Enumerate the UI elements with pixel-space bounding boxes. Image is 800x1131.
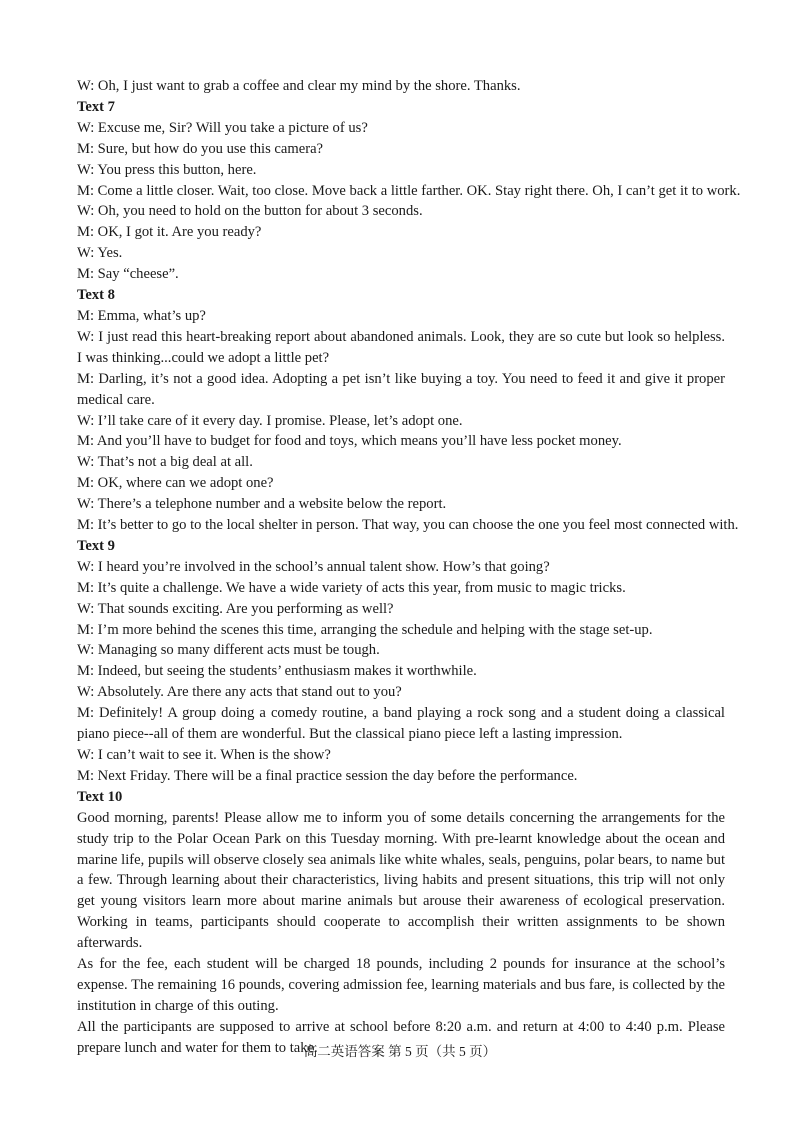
dialogue-line: W: Yes. xyxy=(77,245,123,262)
dialogue-line: W: You press this button, here. xyxy=(77,161,257,178)
document-body xyxy=(77,76,741,1059)
dialogue-paragraph: W: I just read this heart-breaking report about abandoned animals. Look, they are so cute but look so helpless. I was thinking...could we adopt a little pet? xyxy=(77,328,725,366)
dialogue-line: M: Emma, what’s up? xyxy=(77,307,206,324)
dialogue-line: W: I heard you’re involved in the school’s annual talent show. How’s that going? xyxy=(77,558,550,575)
dialogue-line: M: Next Friday. There will be a final practice session the day before the performance. xyxy=(77,767,578,784)
dialogue-line: W: That sounds exciting. Are you performing as well? xyxy=(77,600,394,617)
dialogue-line: M: OK, I got it. Are you ready? xyxy=(77,224,262,241)
section-heading-text7: Text 7 xyxy=(77,98,115,115)
monologue-paragraph: Good morning, parents! Please allow me to inform you of some details concerning the arrangements for the study trip to the Polar Ocean Park on this Tuesday morning. With pre-learnt knowledge about the ocean and marine life, pupils will observe closely sea animals like white whales, seals, penguins, polar bears, to name but a few. Through learning about their characteristics, living habits and present situations, this trip will not only get young visitors learn more about marine animals but arouse their awareness of ecological preservation. Working in teams, participants should cooperate to accomplish their written assignments to be shown afterwards. xyxy=(77,809,725,952)
page-footer: 高二英语答案 第 5 页（共 5 页） xyxy=(303,1044,497,1059)
dialogue-line: M: Say “cheese”. xyxy=(77,266,179,283)
dialogue-line: M: I’m more behind the scenes this time, arranging the schedule and helping with the stage set-up. xyxy=(77,621,653,638)
dialogue-line: W: Oh, I just want to grab a coffee and clear my mind by the shore. Thanks. xyxy=(77,78,521,94)
dialogue-line: M: OK, where can we adopt one? xyxy=(77,475,274,492)
dialogue-line: W: There’s a telephone number and a website below the report. xyxy=(77,496,447,513)
dialogue-paragraph: M: Definitely! A group doing a comedy routine, a band playing a rock song and a student doing a classical piano piece--all of them are wonderful. But the classical piano piece left a lasting impression. xyxy=(77,705,725,743)
dialogue-line: M: It’s better to go to the local shelter in person. That way, you can choose the one you feel most connected with. xyxy=(77,517,739,534)
section-heading-text9: Text 9 xyxy=(77,537,115,554)
monologue-paragraph: As for the fee, each student will be charged 18 pounds, including 2 pounds for insurance at the school’s expense. The remaining 16 pounds, covering admission fee, learning materials and bus fare, is collected by the institution in charge of this outing. xyxy=(77,956,725,1014)
dialogue-line: M: It’s quite a challenge. We have a wide variety of acts this year, from music to magic tricks. xyxy=(77,579,626,596)
dialogue-line: M: Indeed, but seeing the students’ enthusiasm makes it worthwhile. xyxy=(77,663,477,680)
section-heading-text8: Text 8 xyxy=(77,287,115,304)
dialogue-line: W: Excuse me, Sir? Will you take a picture of us? xyxy=(77,119,368,136)
dialogue-line: W: That’s not a big deal at all. xyxy=(77,454,253,471)
monologue-paragraph: All the participants are supposed to arrive at school before 8:20 a.m. and return at 4:00 to 4:40 p.m. Please prepare lunch and water for them to take. xyxy=(77,1018,725,1056)
dialogue-line: M: Sure, but how do you use this camera? xyxy=(77,140,324,157)
dialogue-line: W: Managing so many different acts must be tough. xyxy=(77,642,380,659)
section-heading-text10: Text 10 xyxy=(77,788,123,805)
dialogue-line: W: Absolutely. Are there any acts that stand out to you? xyxy=(77,684,402,701)
dialogue-line: W: I’ll take care of it every day. I promise. Please, let’s adopt one. xyxy=(77,412,463,429)
dialogue-paragraph: M: Darling, it’s not a good idea. Adopting a pet isn’t like buying a toy. You need to feed it and give it proper medical care. xyxy=(77,370,725,408)
dialogue-line: M: And you’ll have to budget for food and toys, which means you’ll have less pocket money. xyxy=(77,433,622,450)
dialogue-line: W: Oh, you need to hold on the button for about 3 seconds. xyxy=(77,203,423,220)
dialogue-line: M: Come a little closer. Wait, too close. Move back a little farther. OK. Stay right there. Oh, I can’t get it to work. xyxy=(77,182,741,199)
dialogue-line: W: I can’t wait to see it. When is the show? xyxy=(77,747,331,763)
